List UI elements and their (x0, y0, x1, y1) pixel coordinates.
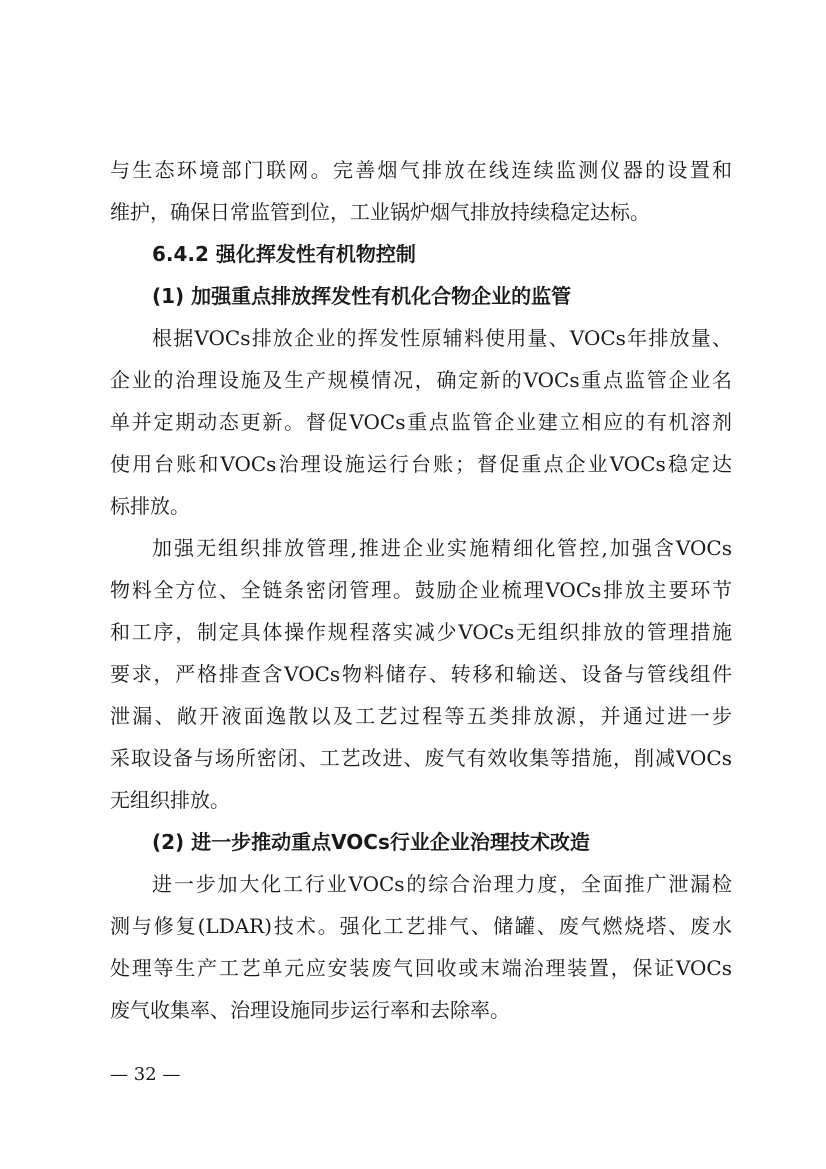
paragraph-line: 泄漏、敞开液面逸散以及工艺过程等五类排放源，并通过进一步 (110, 704, 732, 728)
paragraph-line: 维护，确保日常监管到位，工业锅炉烟气排放持续稳定达标。 (110, 200, 650, 224)
paragraph-line: 单并定期动态更新。督促VOCs重点监管企业建立相应的有机溶剂 (110, 410, 732, 434)
paragraph-line: 和工序，制定具体操作规程落实减少VOCs无组织排放的管理措施 (110, 620, 732, 644)
paragraph-line: 物料全方位、全链条密闭管理。鼓励企业梳理VOCs排放主要环节 (110, 578, 732, 602)
paragraph-line: 测与修复(LDAR)技术。强化工艺排气、储罐、废气燃烧塔、废水 (110, 914, 732, 938)
paragraph-line: 要求，严格排查含VOCs物料储存、转移和输送、设备与管线组件 (110, 662, 732, 686)
paragraph-line: 采取设备与场所密闭、工艺改进、废气有效收集等措施，削减VOCs (110, 746, 732, 770)
paragraph-line: 进一步加大化工行业VOCs的综合治理力度，全面推广泄漏检 (152, 872, 732, 896)
paragraph-line: 使用台账和VOCs治理设施运行台账；督促重点企业VOCs稳定达 (110, 452, 732, 476)
page-number: — 32 — (110, 1064, 181, 1085)
subsection-heading: (1) 加强重点排放挥发性有机化合物企业的监管 (152, 284, 572, 308)
paragraph-line: 无组织排放。 (110, 788, 230, 812)
subsection-heading: (2) 进一步推动重点VOCs行业企业治理技术改造 (152, 830, 590, 854)
paragraph-line: 加强无组织排放管理,推进企业实施精细化管控,加强含VOCs (152, 536, 732, 560)
section-heading: 6.4.2 强化挥发性有机物控制 (152, 242, 416, 266)
paragraph-line: 处理等生产工艺单元应安装废气回收或末端治理装置，保证VOCs (110, 956, 732, 980)
paragraph-line: 废气收集率、治理设施同步运行率和去除率。 (110, 998, 510, 1022)
paragraph-line: 标排放。 (110, 494, 190, 518)
paragraph-line: 与生态环境部门联网。完善烟气排放在线连续监测仪器的设置和 (110, 158, 732, 182)
paragraph-line: 企业的治理设施及生产规模情况，确定新的VOCs重点监管企业名 (110, 368, 732, 392)
paragraph-line: 根据VOCs排放企业的挥发性原辅料使用量、VOCs年排放量、 (152, 326, 732, 350)
